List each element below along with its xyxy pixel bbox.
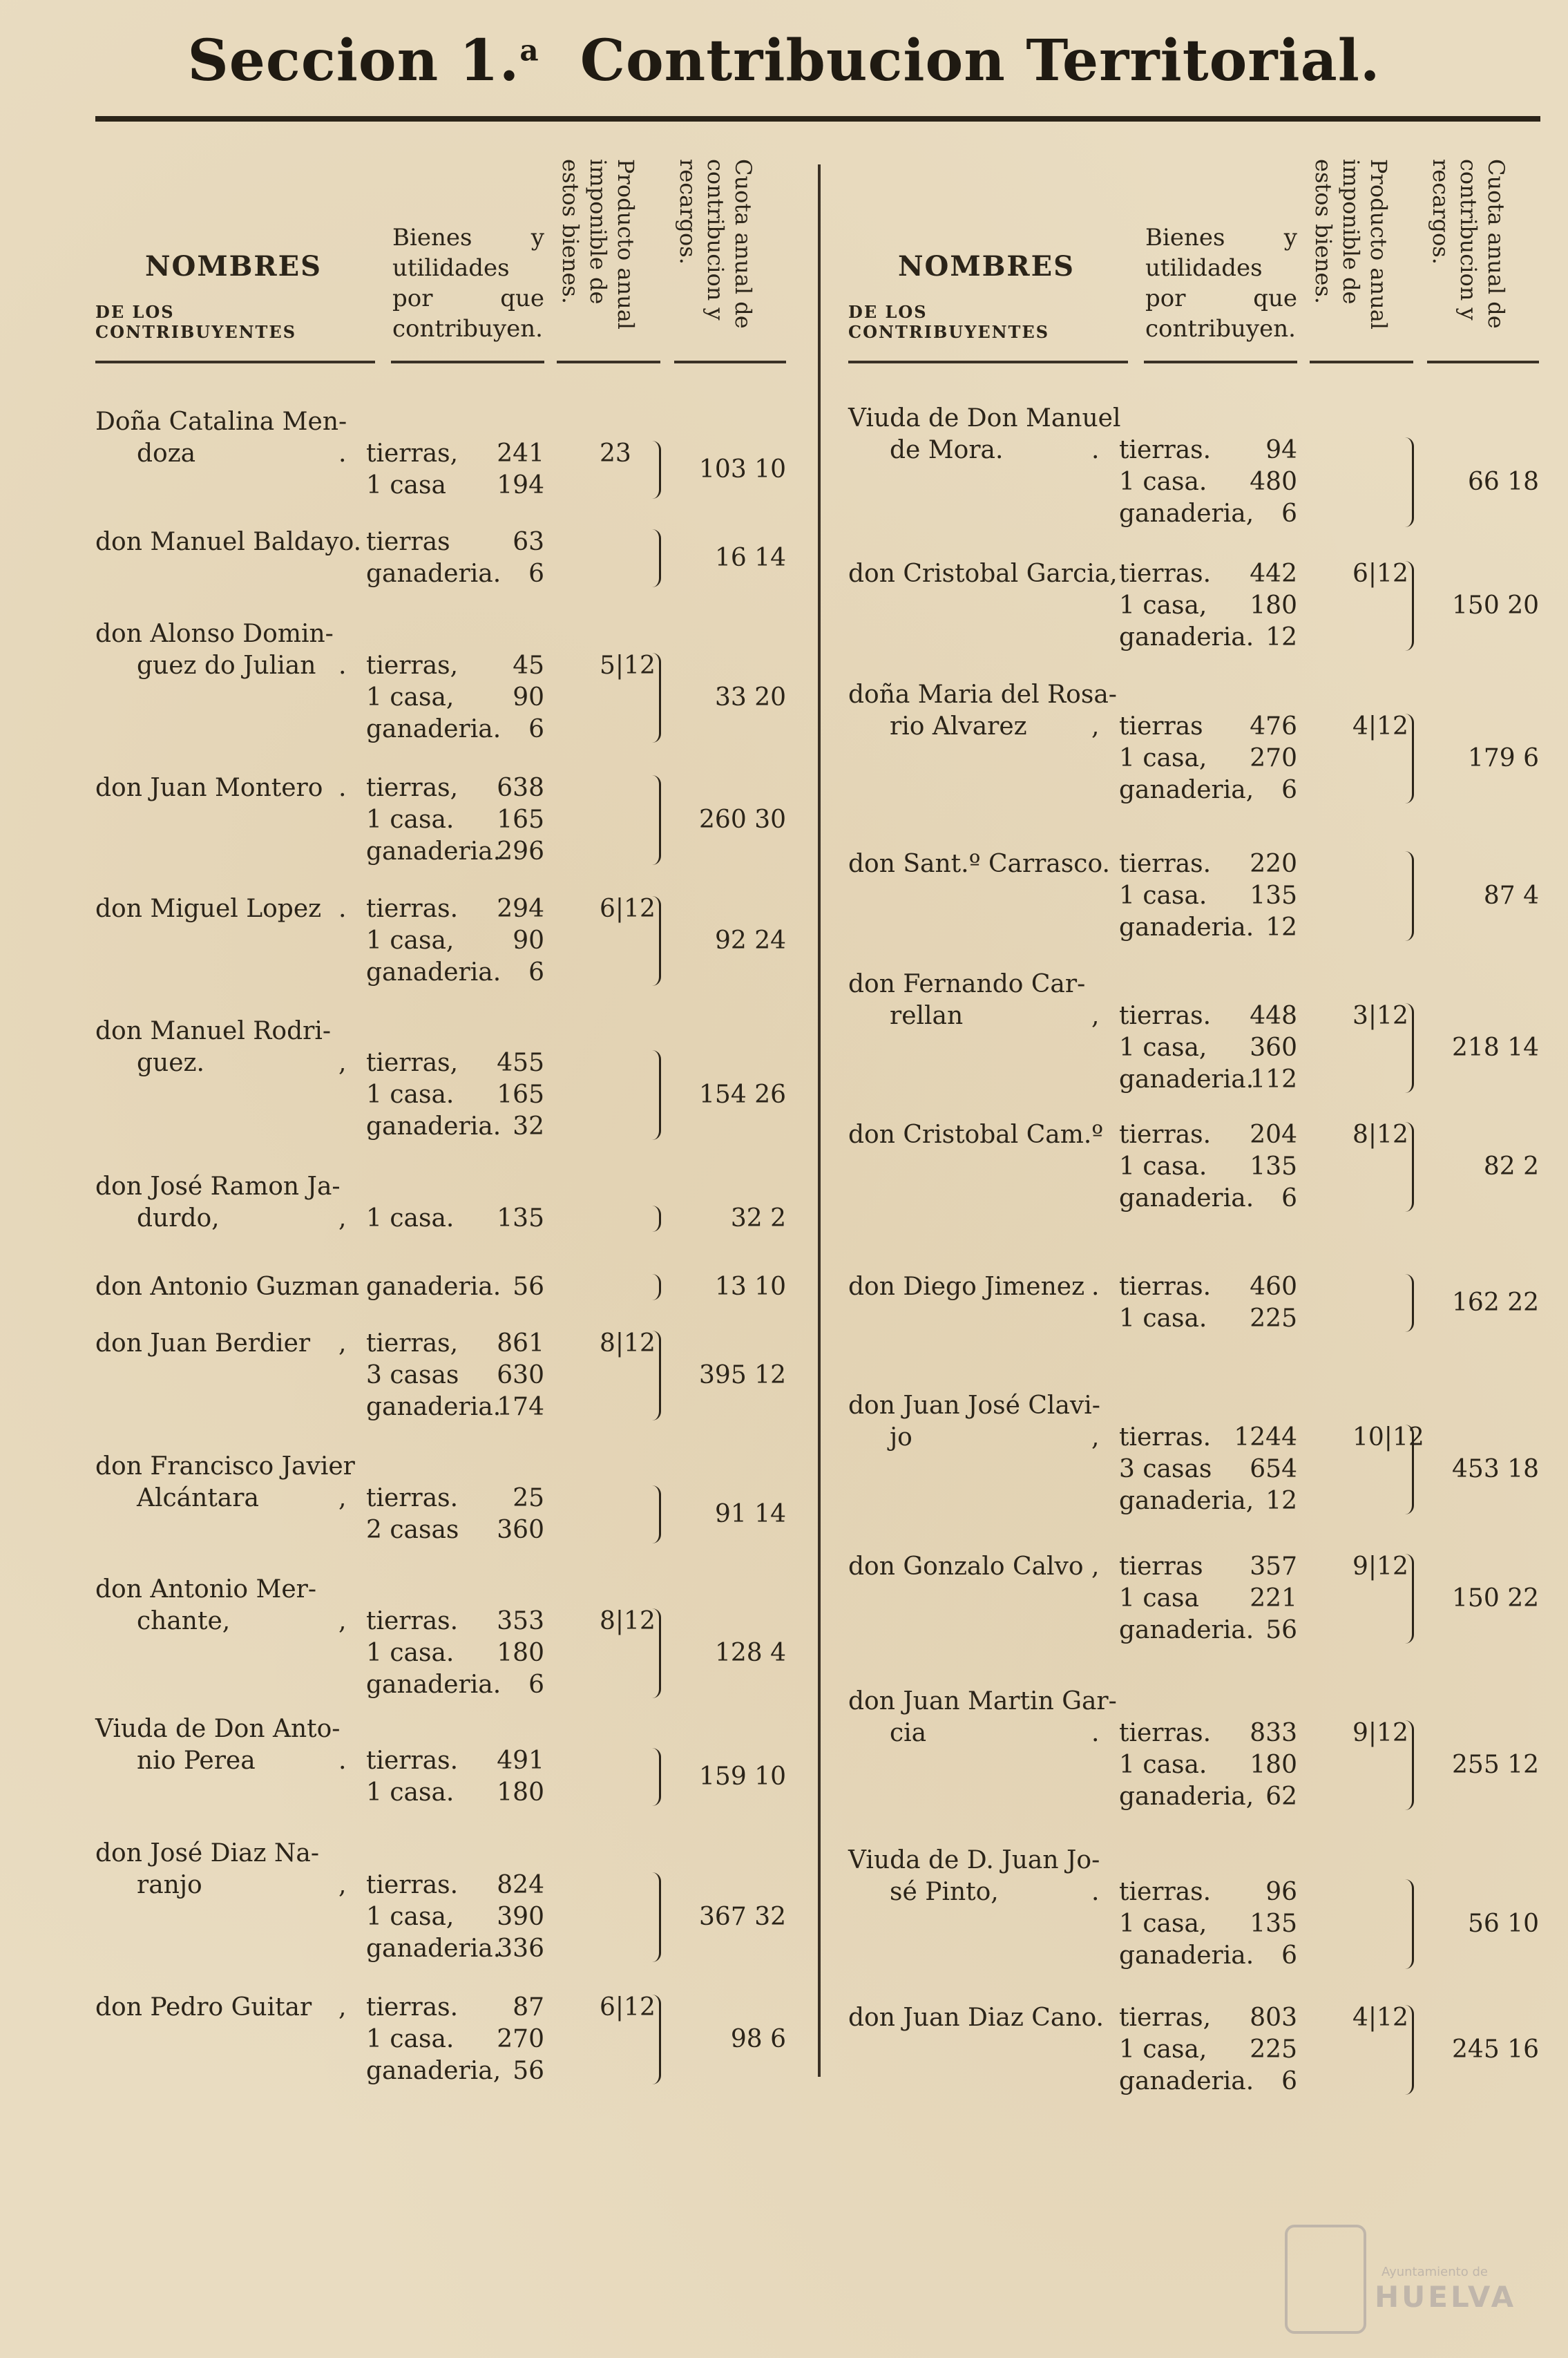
cuota-value: 103 10 — [699, 455, 786, 484]
producto-value: 8|12 — [600, 1607, 656, 1635]
property-label: 1 casa. — [366, 1081, 455, 1109]
contributor-name: don Cristobal Cam.º — [848, 1121, 1104, 1149]
cuota-value: 66 18 — [1467, 468, 1539, 496]
watermark-big: HUELVA — [1375, 2280, 1517, 2314]
property-value: 135 — [1250, 882, 1297, 910]
brace-mark — [1405, 851, 1414, 941]
property-value: 460 — [1250, 1273, 1297, 1301]
contributor-name: guez do Julian — [137, 652, 316, 680]
producto-value: 9|12 — [1352, 1552, 1408, 1581]
property-label: tierras. — [1119, 560, 1212, 588]
contributor-name: don Juan Montero — [95, 774, 323, 802]
header-contribuyentes: DE LOS CONTRIBUYENTES — [95, 302, 297, 342]
property-value: 221 — [1250, 1584, 1297, 1613]
leader-punct: , — [338, 1871, 347, 1899]
property-value: 654 — [1250, 1455, 1297, 1483]
property-label: tierras, — [1119, 2004, 1212, 2032]
property-label: ganaderia. — [366, 1273, 501, 1301]
property-label: 3 casas — [1119, 1455, 1212, 1483]
property-value: 480 — [1250, 468, 1297, 496]
producto-value: 8|12 — [600, 1329, 656, 1358]
contributor-name: ranjo — [137, 1871, 202, 1899]
cuota-value: 56 10 — [1467, 1910, 1539, 1938]
property-label: 1 casa, — [366, 683, 455, 712]
property-label: ganaderia. — [366, 958, 501, 987]
property-value: 180 — [497, 1639, 544, 1667]
property-value: 6 — [528, 958, 544, 987]
property-value: 638 — [497, 774, 544, 802]
contributor-name: don Manuel Baldayo. — [95, 528, 362, 556]
property-label: 1 casa. — [366, 1204, 455, 1233]
property-value: 90 — [513, 926, 544, 955]
contributor-name: don Antonio Mer- — [95, 1575, 317, 1604]
property-value: 270 — [497, 2025, 544, 2053]
brace-mark — [652, 1274, 661, 1300]
contributor-name: don Juan Diaz Cano. — [848, 2004, 1104, 2032]
cuota-value: 255 12 — [1452, 1751, 1539, 1779]
leader-punct: . — [1091, 1878, 1100, 1906]
watermark-small: Ayuntamiento de — [1381, 2265, 1488, 2279]
brace-mark — [652, 1872, 661, 1962]
property-label: tierras. — [366, 1607, 459, 1635]
brace-mark — [652, 1748, 661, 1806]
property-value: 45 — [513, 652, 544, 680]
property-value: 194 — [497, 471, 544, 500]
property-value: 1244 — [1234, 1423, 1297, 1452]
leader-punct: . — [1091, 1273, 1100, 1301]
property-value: 824 — [497, 1871, 544, 1899]
producto-value: 6|12 — [600, 1993, 656, 2022]
property-value: 56 — [513, 1273, 544, 1301]
cuota-value: 92 24 — [714, 926, 786, 955]
property-label: tierras — [1119, 712, 1203, 741]
property-value: 220 — [1250, 850, 1297, 878]
property-value: 112 — [1250, 1065, 1297, 1094]
cuota-value: 154 26 — [699, 1081, 786, 1109]
cuota-value: 453 18 — [1452, 1455, 1539, 1483]
property-value: 180 — [497, 1778, 544, 1807]
leader-punct: , — [338, 1204, 347, 1233]
brace-mark — [1405, 1879, 1414, 1969]
property-value: 6 — [528, 560, 544, 588]
property-label: 1 casa, — [1119, 2035, 1207, 2064]
property-value: 165 — [497, 1081, 544, 1109]
property-label: ganaderia. — [366, 1112, 501, 1141]
header-contribuyentes: DE LOS CONTRIBUYENTES — [848, 302, 1050, 342]
property-label: ganaderia. — [366, 1934, 501, 1963]
header-producto: Producto anual imponible de estos bienes. — [1310, 159, 1392, 330]
property-label: 1 casa. — [1119, 882, 1207, 910]
property-value: 135 — [1250, 1152, 1297, 1181]
property-value: 357 — [1250, 1552, 1297, 1581]
property-label: tierras, — [366, 1049, 459, 1077]
contributor-name: chante, — [137, 1607, 231, 1635]
contributor-name: rellan — [890, 1002, 964, 1030]
property-label: 1 casa — [366, 471, 446, 500]
property-value: 476 — [1250, 712, 1297, 741]
contributor-name: don Pedro Guitar — [95, 1993, 312, 2022]
cuota-value: 82 2 — [1483, 1152, 1539, 1181]
property-value: 56 — [513, 2057, 544, 2085]
contributor-name: doña Maria del Rosa- — [848, 681, 1117, 709]
property-label: 1 casa. — [366, 1639, 455, 1667]
property-value: 6 — [528, 715, 544, 743]
brace-mark — [652, 775, 661, 865]
property-value: 630 — [497, 1361, 544, 1389]
property-label: tierras. — [1119, 1273, 1212, 1301]
property-value: 25 — [513, 1484, 544, 1512]
contributor-name: don Juan Martin Gar- — [848, 1687, 1117, 1715]
property-label: tierras, — [366, 439, 459, 468]
property-label: 1 casa — [1119, 1584, 1199, 1613]
cuota-value: 150 20 — [1452, 591, 1539, 620]
property-label: ganaderia. — [366, 1671, 501, 1699]
contributor-name: don Sant.º Carrasco. — [848, 850, 1110, 878]
leader-punct: , — [338, 1607, 347, 1635]
property-label: tierras. — [1119, 1002, 1212, 1030]
property-label: 1 casa. — [366, 1778, 455, 1807]
property-value: 135 — [1250, 1910, 1297, 1938]
cuota-value: 13 10 — [714, 1273, 786, 1301]
brace-mark — [652, 1206, 661, 1232]
property-value: 294 — [497, 895, 544, 923]
property-label: 1 casa. — [1119, 1751, 1207, 1779]
leader-punct: . — [338, 774, 347, 802]
contributor-name: don Antonio Guzman — [95, 1273, 360, 1301]
property-label: ganaderia. — [1119, 1065, 1254, 1094]
cuota-value: 16 14 — [714, 544, 786, 572]
contributor-name: doza — [137, 439, 196, 468]
property-value: 6 — [1281, 1941, 1297, 1970]
property-label: ganaderia. — [366, 715, 501, 743]
producto-value: 6|12 — [600, 895, 656, 923]
property-value: 6 — [1281, 776, 1297, 804]
property-value: 390 — [497, 1903, 544, 1931]
contributor-name: don Miguel Lopez — [95, 895, 322, 923]
property-label: tierras. — [1119, 436, 1212, 464]
property-value: 353 — [497, 1607, 544, 1635]
property-label: ganaderia. — [1119, 1941, 1254, 1970]
cuota-value: 159 10 — [699, 1762, 786, 1791]
cuota-value: 395 12 — [699, 1361, 786, 1389]
property-label: 1 casa, — [1119, 1034, 1207, 1062]
leader-punct: . — [338, 439, 347, 468]
property-value: 204 — [1250, 1121, 1297, 1149]
property-label: 1 casa, — [366, 926, 455, 955]
producto-value: 4|12 — [1352, 712, 1408, 741]
leader-punct: , — [338, 1993, 347, 2022]
property-value: 135 — [497, 1204, 544, 1233]
property-label: ganaderia, — [1119, 1487, 1254, 1515]
property-label: 1 casa. — [366, 2025, 455, 2053]
contributor-name: de Mora. — [890, 436, 1004, 464]
cuota-value: 367 32 — [699, 1903, 786, 1931]
brace-mark — [652, 1050, 661, 1140]
property-value: 63 — [513, 528, 544, 556]
property-label: ganaderia. — [1119, 2067, 1254, 2095]
header-bienes: Bienes y utilidades por que contribuyen. — [392, 224, 544, 343]
property-value: 62 — [1265, 1782, 1297, 1811]
property-label: tierras, — [366, 774, 459, 802]
cuota-value: 260 30 — [699, 806, 786, 834]
property-value: 225 — [1250, 1304, 1297, 1333]
property-value: 6 — [528, 1671, 544, 1699]
producto-value: 4|12 — [1352, 2004, 1408, 2032]
property-label: 2 casas — [366, 1516, 459, 1544]
property-label: 3 casas — [366, 1361, 459, 1389]
property-label: tierras. — [1119, 1878, 1212, 1906]
contributor-name: don José Ramon Ja- — [95, 1172, 341, 1201]
property-label: ganaderia, — [1119, 1782, 1254, 1811]
contributor-name: jo — [890, 1423, 912, 1452]
property-label: tierras — [366, 528, 450, 556]
contributor-name: rio Alvarez — [890, 712, 1027, 741]
property-value: 270 — [1250, 744, 1297, 772]
property-value: 861 — [497, 1329, 544, 1358]
contributor-name: don José Diaz Na- — [95, 1839, 320, 1867]
leader-punct: , — [338, 1049, 347, 1077]
property-value: 241 — [497, 439, 544, 468]
cuota-value: 245 16 — [1452, 2035, 1539, 2064]
property-value: 6 — [1281, 1184, 1297, 1213]
property-label: ganaderia, — [366, 2057, 501, 2085]
property-label: ganaderia, — [1119, 500, 1254, 528]
leader-punct: . — [338, 1747, 347, 1775]
cuota-value: 32 2 — [730, 1204, 786, 1233]
cuota-value: 33 20 — [714, 683, 786, 712]
contributor-name: don Manuel Rodri- — [95, 1017, 332, 1045]
leader-punct: , — [338, 1329, 347, 1358]
property-value: 833 — [1250, 1719, 1297, 1747]
brace-mark — [1405, 1274, 1414, 1332]
property-label: ganaderia. — [366, 560, 501, 588]
brace-mark — [652, 1485, 661, 1543]
property-value: 360 — [1250, 1034, 1297, 1062]
property-label: tierras. — [366, 1993, 459, 2022]
property-value: 12 — [1265, 623, 1297, 652]
contributor-name: Viuda de D. Juan Jo- — [848, 1846, 1100, 1874]
property-value: 90 — [513, 683, 544, 712]
cuota-value: 179 6 — [1467, 744, 1539, 772]
cuota-value: 162 22 — [1452, 1289, 1539, 1317]
property-label: 1 casa, — [1119, 1910, 1207, 1938]
contributor-name: don Juan Berdier — [95, 1329, 311, 1358]
contributor-name: cia — [890, 1719, 927, 1747]
property-value: 491 — [497, 1747, 544, 1775]
property-label: tierras. — [366, 895, 459, 923]
producto-value: 6|12 — [1352, 560, 1408, 588]
property-label: tierras. — [366, 1871, 459, 1899]
property-label: ganaderia. — [366, 837, 501, 866]
property-label: tierras — [1119, 1552, 1203, 1581]
title-main: Seccion 1. — [187, 28, 520, 94]
property-label: ganaderia. — [1119, 1616, 1254, 1644]
cuota-value: 87 4 — [1483, 882, 1539, 910]
cuota-value: 98 6 — [730, 2025, 786, 2053]
column-separator — [818, 164, 821, 2077]
leader-punct: , — [338, 1484, 347, 1512]
producto-value: 9|12 — [1352, 1719, 1408, 1747]
contributor-name: durdo, — [137, 1204, 220, 1233]
producto-value: 23 — [600, 439, 631, 468]
contributor-name: nio Perea — [137, 1747, 256, 1775]
contributor-name: Doña Catalina Men- — [95, 408, 347, 436]
brace-mark — [652, 441, 661, 499]
contributor-name: sé Pinto, — [890, 1878, 999, 1906]
cuota-value: 128 4 — [714, 1639, 786, 1667]
property-label: ganaderia, — [1119, 776, 1254, 804]
header-bienes: Bienes y utilidades por que contribuyen. — [1145, 224, 1297, 343]
property-label: 1 casa. — [1119, 1152, 1207, 1181]
property-value: 6 — [1281, 2067, 1297, 2095]
property-value: 442 — [1250, 560, 1297, 588]
property-value: 180 — [1250, 591, 1297, 620]
contributor-name: guez. — [137, 1049, 204, 1077]
leader-punct: . — [1091, 436, 1100, 464]
contributor-name: don Fernando Car- — [848, 970, 1086, 998]
property-value: 96 — [1265, 1878, 1297, 1906]
property-label: 1 casa. — [1119, 468, 1207, 496]
property-label: 1 casa, — [366, 1903, 455, 1931]
leader-punct: . — [338, 652, 347, 680]
property-label: tierras. — [366, 1484, 459, 1512]
property-label: tierras. — [1119, 1121, 1212, 1149]
property-value: 296 — [497, 837, 544, 866]
property-label: tierras. — [1119, 1719, 1212, 1747]
property-label: ganaderia. — [1119, 1184, 1254, 1213]
property-label: tierras. — [366, 1747, 459, 1775]
property-label: 1 casa, — [1119, 744, 1207, 772]
property-label: tierras, — [366, 652, 459, 680]
property-value: 165 — [497, 806, 544, 834]
property-value: 94 — [1265, 436, 1297, 464]
contributor-name: Viuda de Don Anto- — [95, 1715, 341, 1743]
property-value: 12 — [1265, 1487, 1297, 1515]
cuota-value: 150 22 — [1452, 1584, 1539, 1613]
leader-punct: , — [1091, 712, 1100, 741]
leader-punct: . — [1091, 1719, 1100, 1747]
header-nombres: NOMBRES — [897, 250, 1075, 283]
cuota-value: 91 14 — [714, 1500, 786, 1528]
property-label: ganaderia. — [1119, 623, 1254, 652]
property-value: 6 — [1281, 500, 1297, 528]
leader-punct: . — [338, 895, 347, 923]
title-sup: a — [519, 33, 539, 68]
header-cuota: Cuota anual de contribucion y recargos. — [1428, 159, 1509, 329]
property-label: 1 casa, — [1119, 591, 1207, 620]
property-value: 32 — [513, 1112, 544, 1141]
property-label: tierras, — [366, 1329, 459, 1358]
property-label: ganaderia. — [1119, 913, 1254, 942]
property-value: 12 — [1265, 913, 1297, 942]
property-value: 360 — [497, 1516, 544, 1544]
contributor-name: don Alonso Domin- — [95, 620, 334, 648]
leader-punct: , — [1091, 1552, 1100, 1581]
header-cuota: Cuota anual de contribucion y recargos. — [675, 159, 756, 329]
property-value: 455 — [497, 1049, 544, 1077]
contributor-name: Alcántara — [137, 1484, 259, 1512]
property-label: tierras. — [1119, 1423, 1212, 1452]
contributor-name: don Gonzalo Calvo — [848, 1552, 1084, 1581]
producto-value: 8|12 — [1352, 1121, 1408, 1149]
right-column — [848, 0, 1539, 2358]
contributor-name: don Cristobal Garcia, — [848, 560, 1118, 588]
leader-punct: , — [1091, 1002, 1100, 1030]
producto-value: 5|12 — [600, 652, 656, 680]
producto-value: 3|12 — [1352, 1002, 1408, 1030]
contributor-name: Viuda de Don Manuel — [848, 404, 1121, 432]
property-value: 225 — [1250, 2035, 1297, 2064]
contributor-name: don Diego Jimenez — [848, 1273, 1085, 1301]
property-label: ganaderia. — [366, 1393, 501, 1421]
cuota-value: 218 14 — [1452, 1034, 1539, 1062]
property-label: 1 casa. — [1119, 1304, 1207, 1333]
property-value: 56 — [1265, 1616, 1297, 1644]
property-value: 336 — [497, 1934, 544, 1963]
property-label: 1 casa. — [366, 806, 455, 834]
header-nombres: NOMBRES — [144, 250, 323, 283]
header-producto: Producto anual imponible de estos bienes. — [557, 159, 639, 330]
contributor-name: don Francisco Javier — [95, 1452, 355, 1481]
property-label: tierras. — [1119, 850, 1212, 878]
brace-mark — [652, 529, 661, 587]
leader-punct: , — [1091, 1423, 1100, 1452]
title-rest: Contribucion Territorial. — [580, 28, 1381, 94]
property-value: 87 — [513, 1993, 544, 2022]
property-value: 803 — [1250, 2004, 1297, 2032]
producto-value: 10|12 — [1352, 1423, 1424, 1452]
brace-mark — [1405, 437, 1414, 527]
property-value: 448 — [1250, 1002, 1297, 1030]
property-value: 180 — [1250, 1751, 1297, 1779]
contributor-name: don Juan José Clavi- — [848, 1391, 1100, 1420]
left-column — [95, 0, 786, 2358]
property-value: 174 — [497, 1393, 544, 1421]
huelva-seal — [1285, 2225, 1366, 2334]
